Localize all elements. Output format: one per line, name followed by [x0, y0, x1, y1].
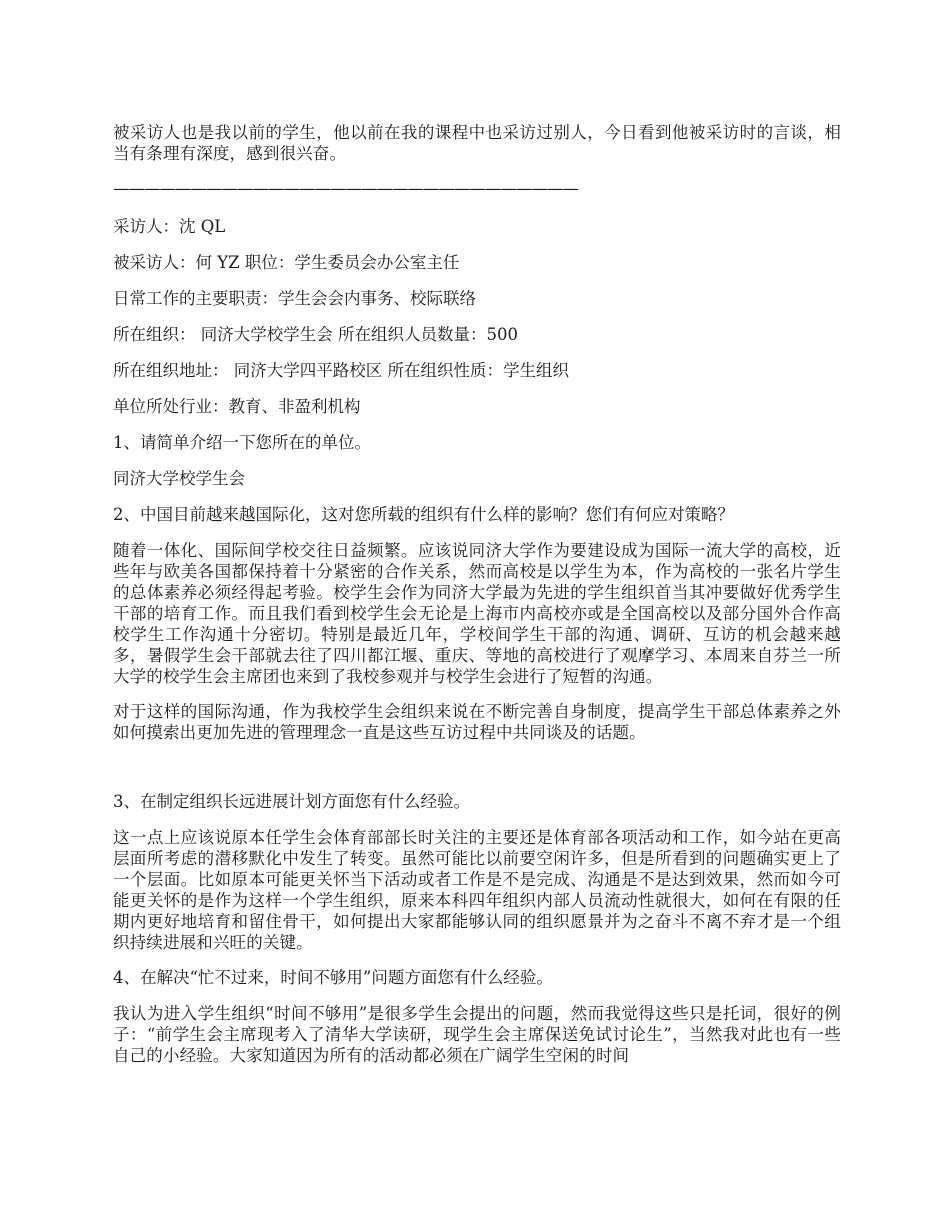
field-interviewee: 被采访人：何 YZ 职位：学生委员会办公室主任 — [113, 253, 460, 272]
document-page — [113, 122, 841, 1080]
answer-2-paragraph-2: 对于这样的国际沟通，作为我校学生会组织来说在不断完善自身制度，提高学生干部总体素养之外如何摸索出更加先进的管理理念一直是这些互访过程中共同谈及的话题。 — [113, 702, 841, 742]
field-address: 所在组织地址： 同济大学四平路校区 所在组织性质：学生组织 — [113, 361, 569, 380]
answer-1: 同济大学校学生会 — [113, 469, 245, 488]
separator-line: —————————————————————————————— — [113, 179, 578, 198]
answer-4-paragraph: 我认为进入学生组织“时间不够用”是很多学生会提出的问题，然而我觉得这些只是托词，很好的例子：“前学生会主席现考入了清华大学读研，现学生会主席保送免试讨论生”，当然我对此也有一些自己的小经验。大家知道因为所有的活动都必须在广阔学生空闲的时间 — [113, 1004, 841, 1065]
answer-3-paragraph: 这一点上应该说原本任学生会体育部部长时关注的主要还是体育部各项活动和工作，如今站在更高层面所考虑的潜移默化中发生了转变。虽然可能比以前要空闲许多，但是所看到的问题确实更上了一个层面。比如原本可能更关怀当下活动或者工作是不是完成、沟通是不是达到效果，然而如今可能更关怀的是作为这样一个学生组织，原来本科四年组织内部人员流动性就很大，如何在有限的任期内更好地培育和留住骨干，如何提出大家都能够认同的组织愿景并为之奋斗不离不弃才是一个组织持续进展和兴旺的关键。 — [113, 828, 841, 952]
question-1: 1、请简单介绍一下您所在的单位。 — [113, 433, 371, 452]
field-interviewer: 采访人：沈 QL — [113, 217, 226, 236]
field-industry: 单位所处行业：教育、非盈利机构 — [113, 397, 361, 416]
field-duties: 日常工作的主要职责：学生会会内事务、校际联络 — [113, 289, 476, 308]
answer-2-paragraph-1: 随着一体化、国际间学校交往日益频繁。应该说同济大学作为要建设成为国际一流大学的高校，近些年与欧美各国都保持着十分紧密的合作关系，然而高校是以学生为本，作为高校的一张名片学生的总体素养必须经得起考验。校学生会作为同济大学最为先进的学生组织首当其冲要做好优秀学生干部的培育工作。而且我们看到校学生会无论是上海市内高校亦或是全国高校以及部分国外合作高校学生工作沟通十分密切。特别是最近几年，学校间学生干部的沟通、调研、互访的机会越来越多，暑假学生会干部就去往了四川都江堰、重庆、等地的高校进行了观摩学习、本周来自芬兰一所大学的校学生会主席团也来到了我校参观并与校学生会进行了短暂的沟通。 — [113, 541, 841, 686]
question-4: 4、在解决“忙不过来，时间不够用”问题方面您有什么经验。 — [113, 968, 553, 987]
blank-gap — [113, 757, 841, 791]
field-organization: 所在组织： 同济大学校学生会 所在组织人员数量：500 — [113, 325, 518, 344]
question-3: 3、在制定组织长远进展计划方面您有什么经验。 — [113, 792, 470, 811]
question-2: 2、中国目前越来越国际化，这对您所载的组织有什么样的影响？您们有何应对策略？ — [113, 505, 734, 524]
intro-paragraph: 被采访人也是我以前的学生，他以前在我的课程中也采访过别人，今日看到他被采访时的言谈，相当有条理有深度，感到很兴奋。 — [113, 123, 841, 163]
